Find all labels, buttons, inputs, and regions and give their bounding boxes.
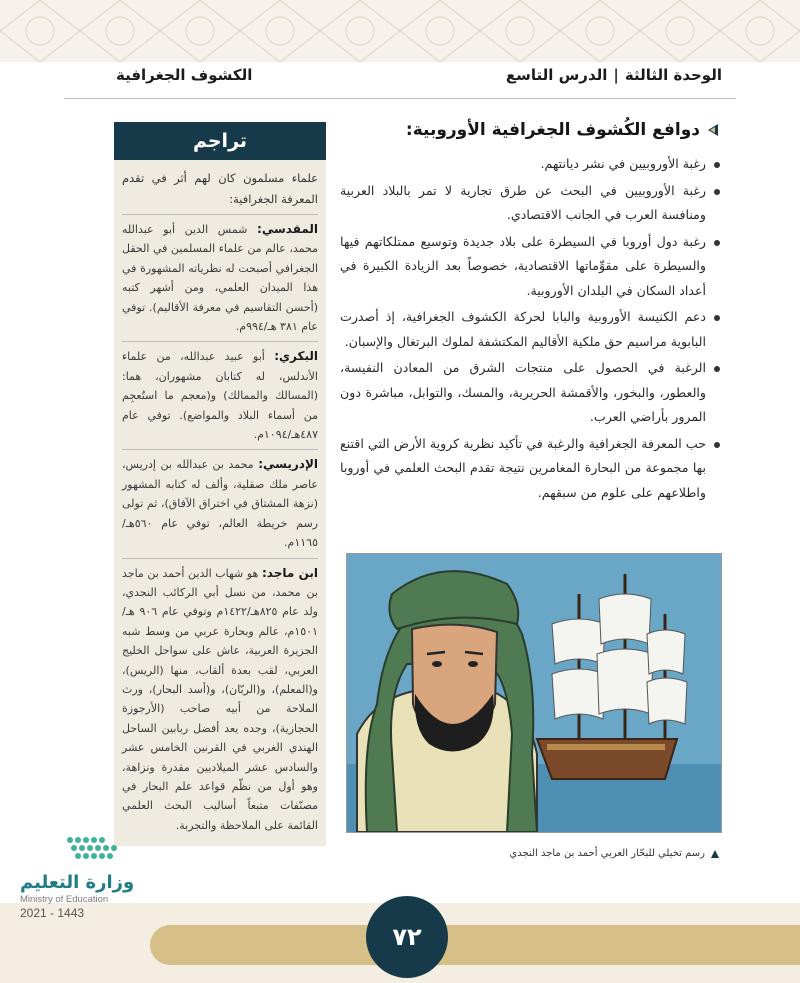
motives-list (340, 152, 720, 505)
biography-entry (122, 215, 318, 342)
section-title-text: دوافع الكُشوف الجغرافية الأوروبية: (405, 120, 700, 140)
scholar-bio: شمس الدين أبو عبدالله محمد، عالم من علماء المسلمين في الحقل الجغرافي أصبحت له نظرياته المشهورة في هذا الميدان العلمي، ومن أشهر كتبه (أحسن التقاسيم في معرفة الأقاليم). توفي عام ٣٨١ هـ/٩٩٤م. (122, 223, 318, 334)
unit-label: الوحدة الثالثة (624, 66, 722, 84)
sidebar-title: تراجم (114, 122, 326, 160)
unit-lesson-label (506, 66, 722, 84)
page-header (0, 62, 800, 106)
caption-text: رسم تخيلي للبحّار العربي أحمد بن ماجد النجدي (509, 848, 705, 859)
topic-label: الكشوف الجغرافية (116, 66, 253, 84)
list-item: رغبة الأوروبيين في نشر ديانتهم. (340, 152, 720, 177)
ministry-name-arabic: وزارة التعليم (20, 872, 135, 893)
list-item: الرغبة في الحصول على منتجات الشرق من المعادن النفيسة، والعطور، والبخور، والأقمشة الحريرية، والمسك، والتوابل، مباشرة دون المرور بأراضي العرب. (340, 356, 720, 430)
caption-triangle-icon (710, 849, 720, 859)
biography-entry (122, 342, 318, 450)
scholar-name: الإدريسي: (258, 457, 318, 472)
sidebar-intro: علماء مسلمون كان لهم أثر في تقدم المعرفة الجغرافية: (122, 168, 318, 215)
page-number: ٧٢ (366, 896, 448, 978)
header-divider (64, 98, 736, 99)
ministry-year: 2021 - 1443 (20, 906, 85, 920)
section-title (340, 120, 720, 140)
scholar-name: ابن ماجد: (261, 565, 318, 580)
top-decorative-pattern (0, 0, 800, 62)
biography-entry (122, 450, 318, 558)
scholar-bio: هو شهاب الدين أحمد بن ماجد بن محمد، من نسل أبي الركائب النجدي، ولد عام ٨٢٥هـ/١٤٢٢م وتوفي عام ٩٠٦ هـ/١٥٠١م، عالم وبحارة عربي من وسط شبه الجزيرة العربية، عاش على سواحل الخليج العربي، لقب بعدة ألقاب، منها (الريس)، و(المعلم)، و(الربّان)، و(أسد البحار)، ورث الملاحة من أبيه صاحب (الأرجوزة الحجازية)، وجده يعد أفضل ربابين الساحل الهندي الغربي في القرنين الخامس عشر والسادس عشر الميلاديين مقدرة ونزاهة، وهو أول من نظّم قواعد علم البحار في مصنّفات متبعاً أساليب البحث العلمي القائمة على الملاحظة والتجربة. (122, 566, 318, 832)
list-item: رغبة الأوروبيين في البحث عن طرق تجارية لا تمر بالبلاد العربية ومنافسة العرب في الجانب الاقتصادي. (340, 179, 720, 228)
list-item: حب المعرفة الجغرافية والرغبة في تأكيد نظرية كروية الأرض التي اقتنع بها مجموعة من البحارة المغامرين نتيجة تقدم البحث العلمي في أوروبا واطلاعهم على علوم من سبقهم. (340, 432, 720, 506)
title-arrow-icon (706, 123, 720, 137)
scholar-name: البكري: (274, 349, 318, 364)
scholar-bio: محمد بن عبدالله بن إدريس، عاصر ملك صقلية، وألف له كتابه المشهور (نزهة المشتاق في اختراق الآفاق)، ثم تولى رسم خريطة العالم، توفي عام ٥٦٠هـ/١١٦٥م. (122, 458, 318, 550)
gold-bar (150, 925, 800, 965)
sidebar-body (114, 160, 326, 846)
main-content (340, 120, 720, 507)
lesson-label: الدرس التاسع (505, 66, 608, 84)
list-item: دعم الكنيسة الأوروبية والبابا لحركة الكشوف الجغرافية، إذ أصدرت البابوية مراسيم حق ملكية الأقاليم المكتشفة لملوك البرتغال والإسبان. (340, 305, 720, 354)
ministry-name-english: Ministry of Education (20, 894, 109, 905)
illustration-caption (340, 848, 720, 859)
biographies-sidebar (114, 122, 326, 846)
biography-entry (122, 559, 318, 841)
scholar-bio: أبو عبيد عبدالله، من علماء الأندلس، له كتابان مشهوران، هما: (المسالك والممالك) و(معجم ما استُعجِم من أسماء البلاد والمواضع). توفي عام ٤٨٧هـ/١٠٩٤م. (122, 350, 318, 442)
header-separator: | (613, 66, 619, 84)
scholar-name: المقدسي: (257, 222, 318, 236)
ibn-majid-illustration (346, 553, 722, 833)
list-item: رغبة دول أوروبا في السيطرة على بلاد جديدة وتوسيع ممتلكاتهم فيها والسيطرة على مقوِّماتها الاقتصادية، خصوصاً بعد الزيادة الكبيرة في أعداد السكان في البلدان الأوروبية. (340, 230, 720, 304)
